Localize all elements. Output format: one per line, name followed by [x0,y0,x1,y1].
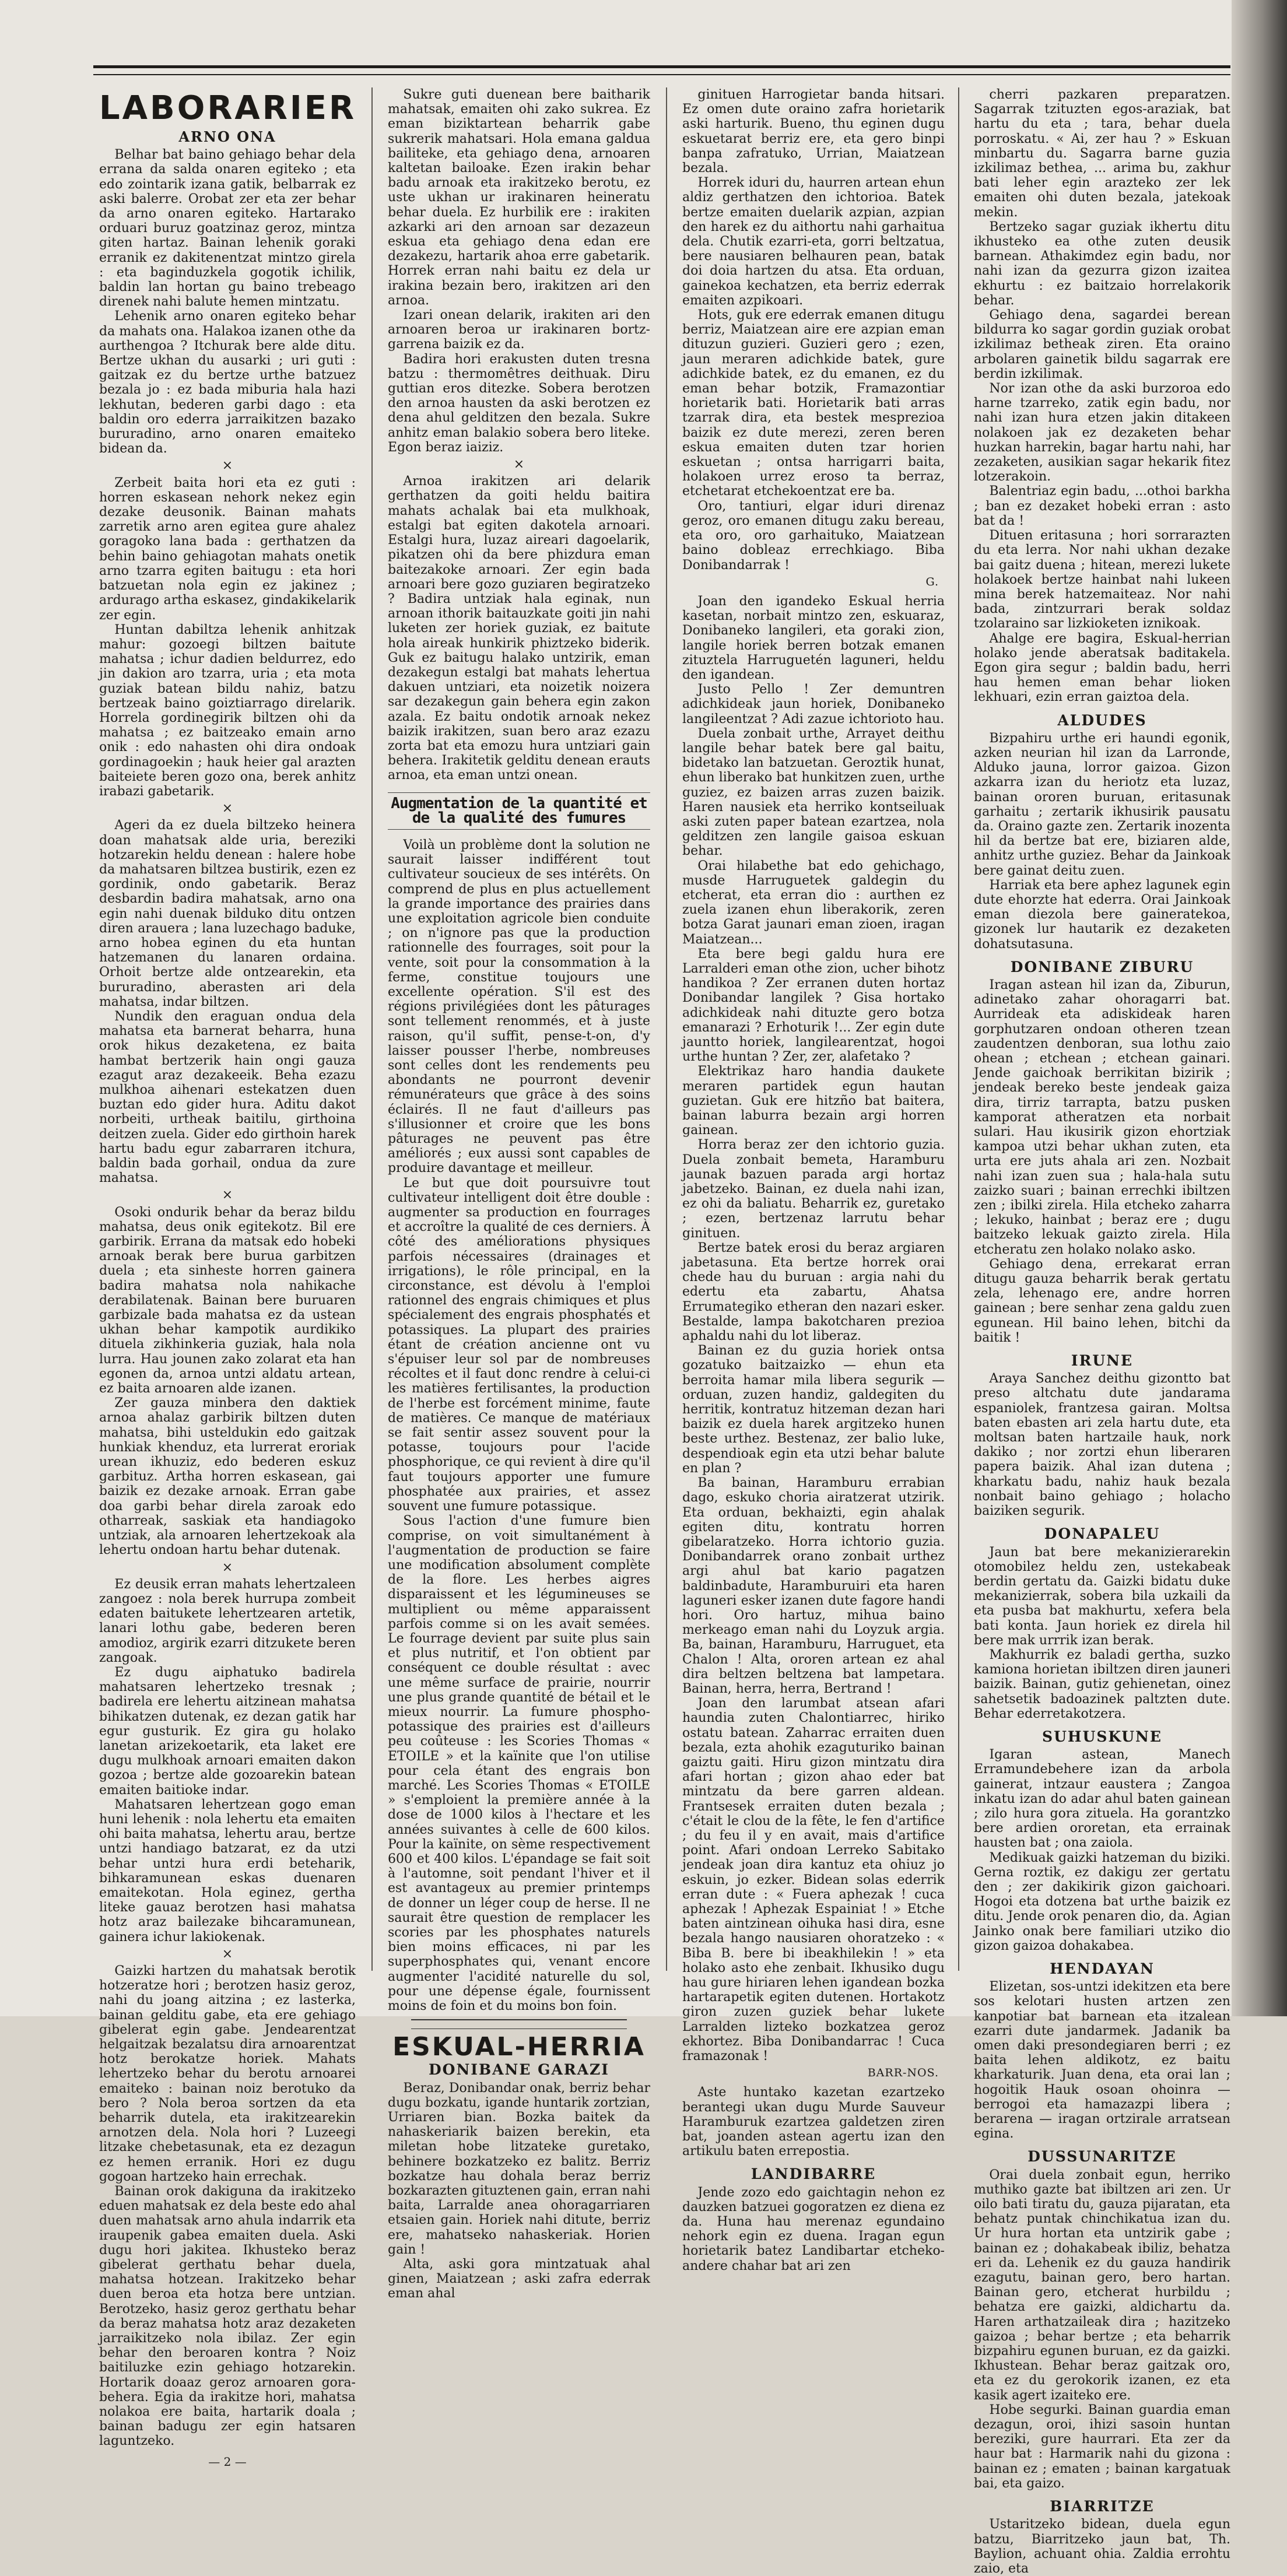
paragraph: Gehiago dena, sagardei berean bildurra ko sagar gordin guziak orobat izkilimaz betheak ziren. Eta oraino arbolaren gainetik bildu sagarrak ere berdin izkilimak. [974,308,1230,381]
section-heading: ARNO ONA [178,128,276,145]
section-heading: DUSSUNARITZE [1028,2148,1177,2166]
column-3 [682,87,945,2273]
paragraph: Lehenik arno onaren egiteko behar da mahats ona. Halakoa izanen othe da aurthengoa ? Itchurak bere alde ditu. Bertze ukhan du ausarki ; uri guti : gaitzak ez du bertze urthe batzuez bezala jo : ez bada miburia hala hazi lekhutan, bederen garbi dago : eta baldin oro ederra jarraikitzen bazako bururadino, arno onaren emaiteko bidean da. [99,309,356,457]
paragraph: Ahalge ere bagira, Eskual-herrian holako jende aberatsak baditakela. Egon gira segur ; baldin badu, herri hau hemen eman behar lioken lekhuari, ezin erran gaiztoa dela. [974,631,1230,705]
paragraph: Dituen eritasuna ; hori sorrarazten du eta lerra. Nor nahi ukhan dezake bai gaitz duena ; hitean, merezi lukete holakoek bertze hainbat nahi lukeen mina berek hatzemaiteaz. Nor nahi bada, zintzurrari berak soldaz tzolaraino sar lizkioketen iznikoak. [974,528,1230,631]
separator-mark: × [222,1946,233,1961]
paragraph: Elektrikaz haro handia daukete meraren partidek egun hautan guzietan. Guk ere hitzño bat baitera, bainan laburra bezain argi horren gainean. [682,1064,945,1138]
section-heading: LANDIBARRE [751,2166,876,2183]
paragraph: Balentriaz egin badu, ...othoi barkha ; ban ez dezaket hobeki erran : asto bat da ! [974,484,1230,528]
paragraph: Araya Sanchez deithu gizontto bat preso altchatu dute jandarama espaniolek, frantzesa gairan. Moltsa baten ebasten ari zela hartu dute, eta moltsan baten hartzaile hauk, nork dakiko ; nor zortzi ehun liberaren papera baizik. Ahal izan dutena ; kharkatu badu, nahiz hauk bezala nonbait baino gehiago ; holacho baiziken segurik. [974,1371,1230,1519]
paragraph: Badira hori erakusten duten tresna batzu : thermomêtres deithuak. Diru guttian eros ditezke. Sobera berotzen den arnoa hausten da aski berotzen ez dena ahul gelditzen den bezala. Sukre anhitz eman balakio sobera bero liteke. Egon beraz iaiziz. [388,352,650,455]
paragraph: Hobe segurki. Bainan guardia eman dezagun, oroi, ihizi sasoin huntan bereziki, gure haurrari. Eta zer da haur bat : Harmarik nahi du gizona : bainan ez ; ematen ; bainan kargatuak bai, eta gaizo. [974,2402,1230,2491]
section-heading: BIARRITZE [1050,2498,1155,2515]
paragraph: Ageri da ez duela biltzeko heinera doan mahatsak alde uria, bereziki hotzarekin heldu denean : halere hobe da mahatsaren biltzea bustirik, ezen ez gordinik, ondo gabetarik. Beraz desbardin badira mahatsak, arno ona egin nahi duenak bilduko ditu ontzen diren arauera ; lana luzechago baduke, arno hobea eginen du eta huntan hatzemanen du lanaren ordaina. Orhoit bertze alde ontzearekin, eta bururadino, aberasten ari dela mahatsa, indar biltzen. [99,818,356,1009]
paragraph: Harriak eta bere aphez lagunek egin dute ehorzte hat ederra. Orai Jainkoak eman diezola bere gaineratekoa, gizonek lur hautarik ez dezaketen dohatsutasuna. [974,878,1230,952]
fumures-headline: Augmentation de la quantité et de la qualité des fumures [388,792,650,830]
paragraph: Iragan astean hil izan da, Ziburun, adinetako zahar ohoragarri bat. Aurrideak eta adiskideak haren gorphutzaren ondoan otheren tzean zaudentzen denboran, sua lothu zaio ohean ; etchean ; etchean gainari. Jende gaichoak berrikitan bizirik ; jendeak bereko beste jendeak gaiza dira, tirriz tarrapta, batzu pusken kamporat atheratzen eta norbait sulari. Hau ikusirik gizon ehortziak kampoa utzi behar ukhan zuten, eta urta ere juts ahala ari zen. Nozbait nahi izan zuen sua ; hala-hala sutu zaizko suari ; bainan errechki ibiltzen zen ; ibilki zirela. Hila etcheko zaharra ; lekuko, hainbat ; beraz ere ; dugu baitzeko lekuak gaizto zirela. Hila etcheratu zen holako nolako asko. [974,977,1230,1257]
signature: G. [925,575,939,588]
section-heading: DONIBANE ZIBURU [1010,958,1194,975]
paragraph: Belhar bat baino gehiago behar dela errana da salda onaren egiteko ; eta edo zointarik izana gatik, belbarrak ez aski balerre. Orobat zer eta zer behar da arno onaren egiteko. Hartarako orduari buruz goatzinaz geroz, mintza giten hartaz. Bainan lehenik goraki erranik ez dakitenentzat mintzo girela : eta baginduzkela gogotik ichilik, baldin lan hortan gu baino trebeago direnek nahi balute hemen mintzatu. [99,148,356,310]
column-rule [371,87,373,1971]
page-edge-shadow [1232,0,1287,2016]
paragraph: Orai hilabethe bat edo gehichago, musde Harruguetek galdegin du etcherat, eta erran dio : aurthen ez zuela izanen ehun liberakorik, zeren botza Garat jaunari eman zioen, iragan Maiatzean... [682,858,945,947]
paragraph: Elizetan, sos-untzi idekitzen eta bere sos kelotari husten artzen zen kanpotiar bat barnean eta itzalean ezarri dute jandarmek. Jadanik ba omen daki presondegiaren berri ; ez baita lehen aldikotz, ez baitu kharkaturik. Juan dena, eta orai lan ; hogoitik Hauk osoan ohoinra — berrogoi eta hamazazpi libera ; berarena — iragan ortzirale arratsean egina. [974,1980,1230,2142]
paragraph: Beraz, Donibandar onak, berriz behar dugu bozkatu, igande huntarik zortzian, Urriaren bian. Bozka baitek da nahaskeriarik baizen berekin, eta miletan hobe litzateke guretako, behinere bozkatzeko ez balitz. Berriz bozkatze hau dohala beraz berriz bozkarazten gituztenen gain, erran nahi baita, Larralde anea ohoragarriaren etsaien gain. Horiek nahi ditute, berriz ere, mahatseko nahaskeriak. Horien gain ! [388,2080,650,2257]
column-1 [99,87,357,2469]
eskual-herria-title: ESKUAL-HERRIA [392,2032,646,2062]
paragraph: Arnoa irakitzen ari delarik gerthatzen da goiti heldu baitira mahats achalak bai eta mulkhoak, estalgi bat egiten dakotela arnoari. Estalgi hura, luzaz aireari dagoelarik, pikatzen ohi da bere phizdura eman baitezakoke arnoari. Zer egin bada arnoari bere gozo guziaren begiratzeko ? Badira untziak hala eginak, nun arnoan ithorik baitauzkate goiti jin nahi luketen zer horiek guziak, ez baitute hola aireak hunkirik phiztzeko biderik. Guk ez baitugu halako untzirik, eman dezakegun estalgi bat mahats lehertua dakuen untziari, eta noizetik noizera sar dezakegun gain behera egin zakon azala. Ez baitu ondotik arnoak nekez baizik irakitzen, suan bero araz ezazu zorta bat eta emozu hura untziari gain behera. Irakitetik gelditu denean erauts arnoa, eta eman untzi onean. [388,474,650,783]
paragraph: Ustaritzeko bidean, duela egun batzu, Biarritzeko jaun bat, Th. Baylion, achuant ohia. Zaldia errohtu zaio, eta [974,2517,1230,2576]
paragraph: Horra beraz zer den ichtorio guzia. Duela zonbait bemeta, Haramburu jaunak bazuen parada argi hortaz jabetzeko. Bainan, ez duela nahi izan, ez ohi da baliatu. Beharrik ez, guretako ; ezen, bertzenaz larrutu behar ginituen. [682,1138,945,1241]
paragraph: Duela zonbait urthe, Arrayet deithu langile behar batek bere gal baitu, bidetako lan batzuetan. Geroztik hunat, ehun liberako bat hunkitzen zuen, urthe guziez, ez baizen arras zuzen baizik. Haren nausiek eta herriko kontseiluak aski zuten paper batean ezartzea, nola gelditzen zen langile gaisoa eskuan behar. [682,726,945,859]
paragraph: Oro, tantiuri, elgar iduri direnaz geroz, oro emanen ditugu zaku bereau, eta oro, oro garhaituko, Maiatzean baino dobleaz errechkiago. Biba Donibandarrak ! [682,499,945,573]
paragraph: Huntan dabiltza lehenik anhitzak mahur: gozoegi biltzen baitute mahatsa ; ichur dadien beldurrez, edo jin dakion aro tzarra, uria ; eta mota guziak batean bildu nahiz, batzu bertzeak baino goiztiarrago direlarik. Horrela gordinegirik biltzen ohi da mahatsa ; ez baitzeako emain arno onik : edo nahasten ohi dira ondoak gordinagoekin ; hauk heier gal arazten baiteiete beren gozo ona, berek anhitz irabazi gabetarik. [99,622,356,799]
page-number: — 2 — [208,2454,247,2469]
column-4 [974,87,1230,2576]
paragraph: Sukre guti duenean bere baitharik mahatsak, emaiten ohi zako sukrea. Ez eman biziktartean beharrik gabe sukrerik mahatsari. Hola emana galdua bailiteke, eta gehiago dena, arnoaren kaltetan bailoake. Ezen irakin behar badu arnoak eta irakitzeko berotu, ez uste ukhan ur irakinaren heineratu behar duela. Ez hurbilik ere : irakiten azkarki ari den arnoan sar dezazeun eskua eta gehiago dena edan ere dezakezu, hartarik ahoa erre gabetarik. Horrek erran nahi baitu ez dela ur irakina bezain bero, irakitzen ari den arnoa. [388,87,650,308]
paragraph: Gehiago dena, errekarat erran ditugu gauza beharrik berak gertatu zela, lehenago ere, andre horren gainean ; bere senhar zena galdu zuen egunean. Hil baino lehen, bitchi da baitik ! [974,1257,1230,1345]
paragraph: Zer gauza minbera den daktiek arnoa ahalaz garbirik biltzen duten mahatsa, bihi usteldukin edo gaitzak hunkiak khenduz, eta lurrerat eroriak urean ikhuziz, edo bederen eskuz garbituz. Artha horren eskasean, gai baizik ez dezake arnoak. Erran gabe doa garbi behar direla zaroak edo otharreak, saskiak eta handiagoko untziak, ala arnoaren lehertzekoak ala lehertu ondoan hartu behar dutenak. [99,1396,356,1558]
paragraph: Joan den larumbat atsean afari haundia zuten Chalontiarrec, hiriko ostatu batean. Zaharrac erraiten duen bezala, ezta ahohik ezaguturiko bainan gaiztu gaiti. Hiru gizon mintzatu dira afari hortan ; gizon ahao eder bat mintzatu da bere garren aldean. Frantsesek erraiten duten bezala ; c'était le clou de la fête, le fen d'artifice ; du feu il y en avait, mais d'artifice point. Afari ondoan Lerreko Sabitako jendeak joan dira kantuz eta ohiuz jo eskuin, jo ezker. Bidean solas ederrik erran dute : « Fuera aphezak ! cuca aphezak ! Aphezak Espainiat ! » Etche baten aintzinean oihuka hasi dira, esne bezala hango nausiaren ohoratzeko : « Biba B. bere bi ibeakhilekin ! » eta holako asto ehe zenbait. Ikhusiko dugu hau gure hiriaren lehen igandean bozka hartarapetik egiten dutenen. Hortakotz giron zuzen guziek behar lukete Larralden lizteko bozkatzea geroz ekhortez. Biba Donibandarrac ! Cuca framazonak ! [682,1696,945,2064]
paragraph: ginituen Harrogietar banda hitsari. Ez omen dute oraino zafra horietarik aski harturik. Bueno, thu eginen dugu eskuetarat berriz ere, eta gero binpi banpa zafratuko, Urrian, Maiatzean bezala. [682,87,945,176]
separator-mark: × [222,1188,233,1203]
column-rule [666,87,667,1971]
paragraph: Aste huntako kazetan ezartzeko berantegi ukan dugu Murde Sauveur Haramburuk ezartzea galdetzen ziren bat, joanden astean agertu izan den artikulu baten errepostia. [682,2085,945,2159]
paragraph: Joan den igandeko Eskual herria kasetan, norbait mintzo zen, eskuaraz, Donibaneko langileri, eta goraki zion, langile horiek berren botzak emanen zituztela Harruguetén laguneri, heldu den igandean. [682,594,945,682]
paragraph: Bertze batek erosi du beraz argiaren jabetasuna. Eta bertze horrek orai chede hau du buruan : argia nahi du edertu eta zabartu, Ahatsa Errumategiko etheran den nazari esker. Bestalde, lampa bakotcharen prezioa aphaldu nahi du lot liberaz. [682,1240,945,1344]
separator-mark: × [222,458,233,473]
section-heading: ALDUDES [1057,711,1147,729]
paragraph: Ba bainan, Haramburu errabian dago, eskuko choria airatzerat utzirik. Eta orduan, bekhaizti, egin ahalak egiten ditu, kontratu horren gibelaratzeko. Horra ichtorio guzia. Donibandarrek orano zonbait urthez argi ahul bat kario pagatzen baldinbadute, Haramburuiri eta haren laguneri esker izanen dute fagore handi hori. Oro hartuz, mihua baino merkeago eman nahi du Loyzuk argia. Ba, bainan, Haramburu, Harruguet, eta Chalon ! Alta, ororen artean ez ahal dira beltzen beltzena bat lampetara. Bainan, herra, herra, Bertrand ! [682,1476,945,1696]
paragraph: Bainan ez du guzia horiek ontsa gozatuko baitzaizko — ehun eta berroita hamar mila libera segurik — orduan, zuzen handiz, galdegiten du herritik, kontratuz hitzeman dezan hari baizik ez duela harek argitzeko hunen beste urthez. Bestenaz, zer balio luke, despendioak egin eta utzi behar balute en plan ? [682,1343,945,1476]
paragraph: Gaizki hartzen du mahatsak berotik hotzeratze hori ; berotzen hasiz geroz, nahi du joang aitzina ; ez lasterka, bainan gelditu gabe, eta ere gehiago gibelerat egin gabe. Jendearentzat helgaitzak bezalatsu dira arnoarentzat hotz berokatze horiek. Mahats lehertzeko behar du berotu arnoarei emaiteko : bainan noiz berotuko da bero ? Nola beroa sortzen da eta beharrik dutela, eta irakitzearekin arnotzen dela. Nola hori ? Luzeegi litzake chebetasunak, eta ez dezagun ez hemen erranik. Hori ez dugu gogoan hartzeko hain errechak. [99,1963,356,2184]
paragraph: Alta, aski gora mintzatuak ahal ginen, Maiatzean ; aski zafra ederrak eman ahal [388,2257,650,2301]
paragraph: Nundik den eraguan ondua dela mahatsa eta barnerat beharra, huna orok hikus dezaketena, ez baita hambat bertzerik hain ongi gauza ezagut araz dezakeeik. Beha ezazu mulkhoa aihenari estekatzen duen buztan edo gider hura. Aditu dakot norbeiti, urtheak baitilu, girthoina deitzen zuela. Gider edo girthoin harek hartu badu egur zabarraren itchura, baldin bada gorhail, ondua da zure mahatsa. [99,1009,356,1186]
paragraph: Osoki ondurik behar da beraz bildu mahatsa, deus onik egitekotz. Bil ere garbirik. Errana da matsak edo hobeki arnoak berak bere burua garbitzen duela ; eta sinheste horren gainera badira mahatsa nola nahikache derabilatenak. Bainan bere buruaren garbizale bada mahatsa ez da ustean ukhan behar kampotik aurdikiko dituela zikhinkeria guziak, hala nola lurra. Hau jounen zako zolarat eta han egonen da, arnoa untzi aldatu artean, ez baita arnoaren alde izanen. [99,1205,356,1396]
paragraph: Nor izan othe da aski burzoroa edo harne tzarreko, zatik egin badu, nor nahi izan hura etzen jakin ditakeen nolakoen jak ez dezaketen behar huzkan harrekin, bagar hartu nahi, har zezaketen, ausikian sagar hekarik fitez lotzerakoin. [974,381,1230,485]
section-heading: SUHUSKUNE [1042,1728,1162,1745]
paragraph: Eta bere begi galdu hura ere Larralderi eman othe zion, ucher bihotz handikoa ? Zer erranen duten hortaz Donibandar langilek ? Gisa hortako adichkideak nahi dituzte gero botza emanarazi ? Erhoturik !... Zer egin dute jauntto horiek, langilearentzat, hogoi urthe huntan ? Zer, zer, alafetako ? [682,946,945,1065]
separator-mark: × [513,457,525,472]
paragraph: Orai duela zonbait egun, herriko muthiko gazte bat ibiltzen ari zen. Ur oilo bati tiratu du, gauza pijaratan, eta behatz puntak chinchikatua izan du. Ur hura hortan eta untzirik gabe ; bainan ez ; dohakabeak ibiliz, behatza eri da. Lehenik ez du gauza handirik ezagutu, bainan gero, bero hartan. Bainan gero, etcherat hurbildu ; behatza ere gaizki, aldichartu da. Haren arthatzaileak dira ; hazitzeko gaizoa ; behar bertze ; eta beharrik bizpahiru egunen buruan, ez da gaizki. Ikhustean. Behar beraz gaitzak oro, eta ez du gerokorik izanen, ez eta kasik agert izaiteko ere. [974,2167,1230,2403]
paragraph: Makhurrik ez baladi gertha, suzko kamiona horietan ibiltzen diren jauneri baizik. Bainan, gutiz gehienetan, oinez sahetsetik badoazinek paltzten dute. Behar ederretakotzera. [974,1647,1230,1721]
section-heading: DONAPALEU [1044,1525,1160,1543]
paragraph: Sous l'action d'une fumure bien comprise, on voit simultanément à l'augmentation de production se faire une modification absolument complète de la flore. Les herbes aigres disparaissent et les légumineuses se multiplient ou même apparaissent parfois comme si on les avait semées. Le fourrage devient par suite plus sain et plus nutritif, et l'on obtient par conséquent ce double résultat : avec une même surface de prairie, nourrir une plus grande quantité de bétail et le mieux nourrir. La fumure phospho-potassique des prairies est d'ailleurs peu coûteuse : les Scories Thomas « ETOILE » et la kaïnite que l'on utilise pour cela étant des engrais bon marché. Les Scories Thomas « ETOILE » s'emploient la première année à la dose de 1000 kilos à l'hectare et les années suivantes à celle de 600 kilos. Pour la kaïnite, on sème respectivement 600 et 400 kilos. L'épandage se fait soit à l'automne, soit pendant l'hiver et il est avantageux au premier printemps de donner un léger coup de herse. Il ne saurait être question de remplacer les scories par les phosphates naturels bien moins efficaces, ni par les superphosphates qui, venant encore augmenter l'acidité naturelle du sol, pour une dépense égale, fournissent moins de foin et du moins bon foin. [388,1514,650,2013]
paragraph: Bainan orok dakiguna da irakitzeko eduen mahatsak ez dela beste edo ahal duen mahatsak arno ahula indarrik eta iraupenik gabea emaiten duela. Aski dugu hori jakitea. Ikhusteko beraz gibelerat gerthatu behar duela, mahatsa hotzean. Irakitzeko behar duen beroa eta hotza bere untzian. Berotzeko, hasiz geroz gerthatu behar da beraz mahatsa hotz araz dezaketen jarraikitzeko nola ibilaz. Zer egin behar den beroaren kontra ? Noiz baitiluzke ezin gehiago hotzarekin. Hortarik doaaz geroz arnoaren gora-behera. Egia da irakitze hori, mahatsa nolakoa ere baita, hartarik doala ; bainan badugu zer egin hatsaren laguntzeko. [99,2184,356,2449]
top-rule [93,65,1230,75]
paragraph: Horrek iduri du, haurren artean ehun aldiz gerthatzen den ichtorioa. Batek bertze emaiten duelarik azpian, azpian den harek ez du aithortu nahi garhaitua dela. Chutik ezarri-eta, gorri beltzatua, bere nausiaren belhauren pean, batak doi doia hartzen du atsa. Eta orduan, gainekoa kechatzen, eta berriz ederrak emaiten azpikoari. [682,176,945,308]
paragraph: Izari onean delarik, irakiten ari den arnoaren beroa ur irakinaren bortz-garrena baizik ez da. [388,308,650,352]
ornament-rule [411,2019,627,2029]
paragraph: Ez deusik erran mahats lehertzaleen zangoez : nola berek hurrupa zombeit edaten baitukete lehertzearen artetik, lanari lothu gabe, bederen beren amodioz, argirik ezarri ditzukete beren zangoak. [99,1577,356,1665]
paragraph: Bertzeko sagar guziak ikhertu ditu ikhusteko ea othe zuten deusik barnean. Athakimdez egin badu, nor nahi izan da gezurra gizon izaitea ekhurtu : ez baitzaio horrelakorik behar. [974,219,1230,308]
paragraph: Zerbeit baita hori eta ez guti : horren eskasean nehork nekez egin dezake deusonik. Bainan mahats zarretik arno aren egitea gure ahalez goragoko lana bada : gerthatzen da behin baino gehiagotan mahats onetik arno tzarra egiten baitugu : eta hori batzuetan nola egin ez jakinez ; ardurago artha eskasez, gindakikelarik zer egin. [99,475,356,623]
section-heading: DONIBANE GARAZI [428,2061,609,2079]
paragraph: Medikuak gaizki hatzeman du biziki. Gerna roztik, ez dakigu zer gertatu den ; zer dakikirik gizon gaichoari. Hogoi eta dotzena bat urthe baizik ez ditu. Jende orok penaren dio, da. Agian Jainko onak bere familiari utziko dio gizon gaizoa dohakabea. [974,1850,1230,1953]
paragraph: Le but que doit poursuivre tout cultivateur intelligent doit être double : augmenter sa production en fourrages et accroître la qualité de ces derniers. À côté des améliorations physiques parfois nécessaires (drainages et irrigations), le rôle principal, en la circonstance, est dévolu à l'emploi rationnel des engrais chimiques et plus spécialement des engrais phosphatés et potassiques. La plupart des prairies étant de création ancienne ont vu s'épuiser leur sol par de nombreuses récoltes et il faut donc rendre à celui-ci les matières fertilisantes, la production de l'herbe est forcément minime, faute de matières. Ce manque de matériaux se fait sentir assez souvent pour la potasse, toujours pour l'acide phosphorique, ce qui revient à dire qu'il faut toujours apporter une fumure phosphatée aux prairies, et assez souvent une fumure potassique. [388,1175,650,1514]
paragraph: Hots, guk ere ederrak emanen ditugu berriz, Maiatzean aire ere azpian eman dituzun guzieri. Guzieri gero ; ezen, jaun meraren adichkide batek, gure adichkide batek, ez du emanen, ez du eman behar botzik, Framazontiar horietarik bati. Horietarik bati arras tzarrak dira, eta bestek mesprezioa baizik ez dute merezi, zeren beren eskua emaiten duten tzar horien eskuetan ; ontsa harrigarri baita, holakoen urrez eroso ta berraz, etchetarat etchekoentzat ere ba. [682,308,945,499]
column-rule [958,87,959,1971]
paragraph: Igaran astean, Manech Erramundebehere izan da arbola gainerat, intzaur eaustera ; Zangoa inkatu izan do adar ahul baten gainean ; zilo hura gora zituela. Ha gorantzko bere ardien ororetan, eta errainak hausten bat ; ona zaiola. [974,1747,1230,1851]
paragraph: Jende zozo edo gaichtagin nehon ez dauzken batzuei gogoratzen ez diena ez da. Huna hau merenaz egundaino nehork egin ez duena. Iragan egun horietarik batez Landibartar etcheko-andere chahar bat ari zen [682,2185,945,2273]
paragraph: Jaun bat bere mekanizierarekin otomobilez heldu zen, ustekabeak berdin gertatu da. Gaizki bidatu duke mekanizierrak, sobera bila uzkaili da eta pusba bat makhurtu, xefera bela bati konta. Jaun horiek ez direla hil bere mak urrrik izan berak. [974,1545,1230,1648]
paragraph: cherri pazkaren preparatzen. Sagarrak tzituzten egos-araziak, bat hartu du eta ; tara, behar duela porroskatu. « Ai, zer hau ? » Eskuan minbartu du. Sagarra barne guzia izkilimaz bethea, ... arima bu, zakhur bati leher egin arazteko zer lek emaiten ohi duten bezala, jatekoak mekin. [974,87,1230,220]
paragraph: Voilà un problème dont la solution ne saurait laisser indifférent tout cultivateur soucieux de ses intérêts. On comprend de plus en plus actuellement la grande importance des prairies dans une exploitation agricole bien conduite ; on n'ignore pas que la production rationnelle des fourrages, soit pour la vente, soit pour la consommation à la ferme, constitue toujours une excellente opération. S'il est des régions privilégiées dont les pâturages sont tellement renommés, et à juste raison, qu'il suffit, pense-t-on, d'y laisser pousser l'herbe, nombreuses sont celles dont les rendements peu abondants ne pourront devenir rémunérateurs que grâce à des soins éclairés. Il ne faut d'ailleurs pas s'illusionner et croire que les bons pâturages ne peuvent pas être améliorés ; eux aussi sont capables de produire davantage et meilleur. [388,837,650,1176]
section-heading: IRUNE [1071,1352,1134,1370]
signature: BARR-NOS. [867,2066,939,2080]
separator-mark: × [222,1560,233,1575]
separator-mark: × [222,801,233,816]
paragraph: Ez dugu aiphatuko badirela mahatsaren lehertzeko tresnak ; badirela ere lehertu aitzinean mahatsa bihikatzen dutenak, ez dezan gatik har egur gusturik. Ez gira gu holako lanetan arizekoetarik, eta laket ere dugu mulkhoak arnoari emaiten dakon gozoa ; bertze alde gozoarekin batean emaiten baitioke indar. [99,1665,356,1798]
column-2 [388,87,650,2301]
paragraph: Mahatsaren lehertzean gogo eman huni lehenik : nola lehertu eta emaiten ohi baita mahatsa, lehertu arau, bertze untzi handiago batzarat, ez da utzi behar untzi hura erdi beteharik, bihkaramunean eskas duenaren emaitekotan. Hola eginez, gertha liteke gauaz berotzen hasi mahatsa hotz araz bailezake bihcaramunean, gainera ichur lakiokenak. [99,1797,356,1945]
section-heading: HENDAYAN [1050,1960,1155,1977]
laborarier-masthead: LABORARIER [99,89,357,127]
paragraph: Justo Pello ! Zer demuntren adichkideak jaun horiek, Donibaneko langileentzat ? Adi zazue ichtorioto hau. [682,682,945,727]
paragraph: Bizpahiru urthe eri haundi egonik, azken neurian hil izan da Larronde, Alduko jauna, lorror gaizoa. Gizon azkarra izan du heriotz eta luzaz, bainan ororen buruan, eritasunak garhaitu ; zertarik ikhusirik pausatu da. Oraino gazte zen. Zertarik inozenta hil da bertze bat ere, biziaren alde, anhitz urthe guziez. Behar da Jainkoak bere gainat deitu zuen. [974,731,1230,878]
